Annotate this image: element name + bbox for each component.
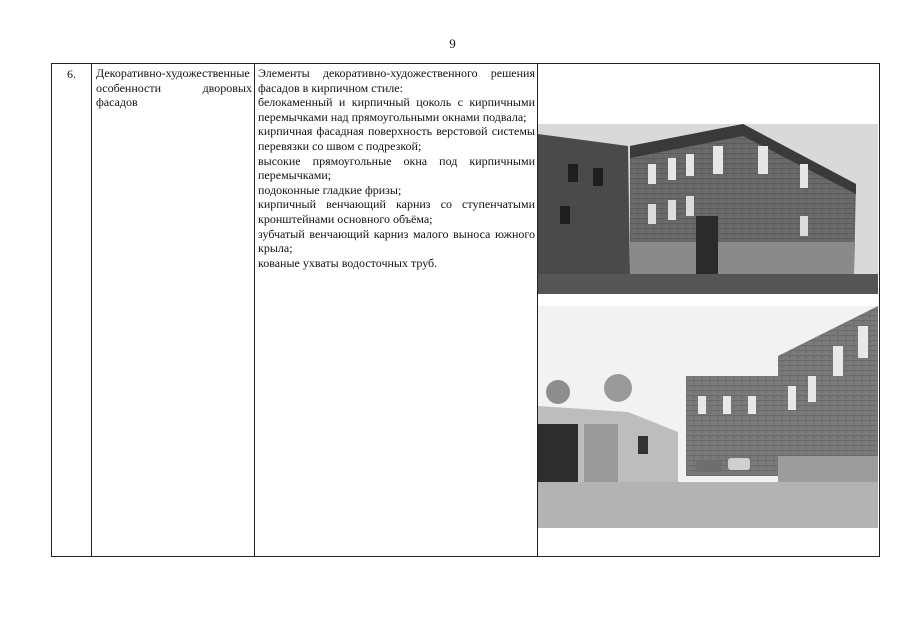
row-name: Декоративно-художественные особенности дворовых фасадов [96, 66, 252, 109]
row-name-cell [92, 64, 255, 557]
row-description-cell [255, 64, 538, 557]
facade-photo-2 [538, 306, 878, 528]
description-line: кованые ухваты водосточных труб. [258, 255, 438, 270]
row-number-cell [52, 64, 92, 557]
page-number: 9 [449, 36, 456, 51]
description-line: кирпичный венчающий карниз со ступенчатыми кронштейнами основного объёма; [258, 197, 535, 226]
description-line: кирпичная фасадная поверхность верстовой системы перевязки со швом с подрезкой; [258, 124, 535, 153]
description-line: высокие прямоугольные окна под кирпичными перемычками; [258, 153, 535, 183]
row-number: 6. [67, 67, 76, 81]
description-line: Элементы декоративно-художественного решения фасадов в кирпичном стиле: [258, 66, 535, 95]
facade-photo-1 [538, 124, 878, 294]
description-line: зубчатый венчающий карниз малого выноса южного крыла; [258, 226, 535, 256]
description-line: белокаменный и кирпичный цоколь с кирпичными перемычками над прямоугольными окнами подвала; [258, 95, 535, 124]
description-line: подоконные гладкие фризы; [258, 182, 402, 197]
table-row [52, 64, 880, 557]
row-photos-cell [538, 64, 880, 557]
document-table [51, 63, 880, 557]
row-description [255, 64, 537, 270]
